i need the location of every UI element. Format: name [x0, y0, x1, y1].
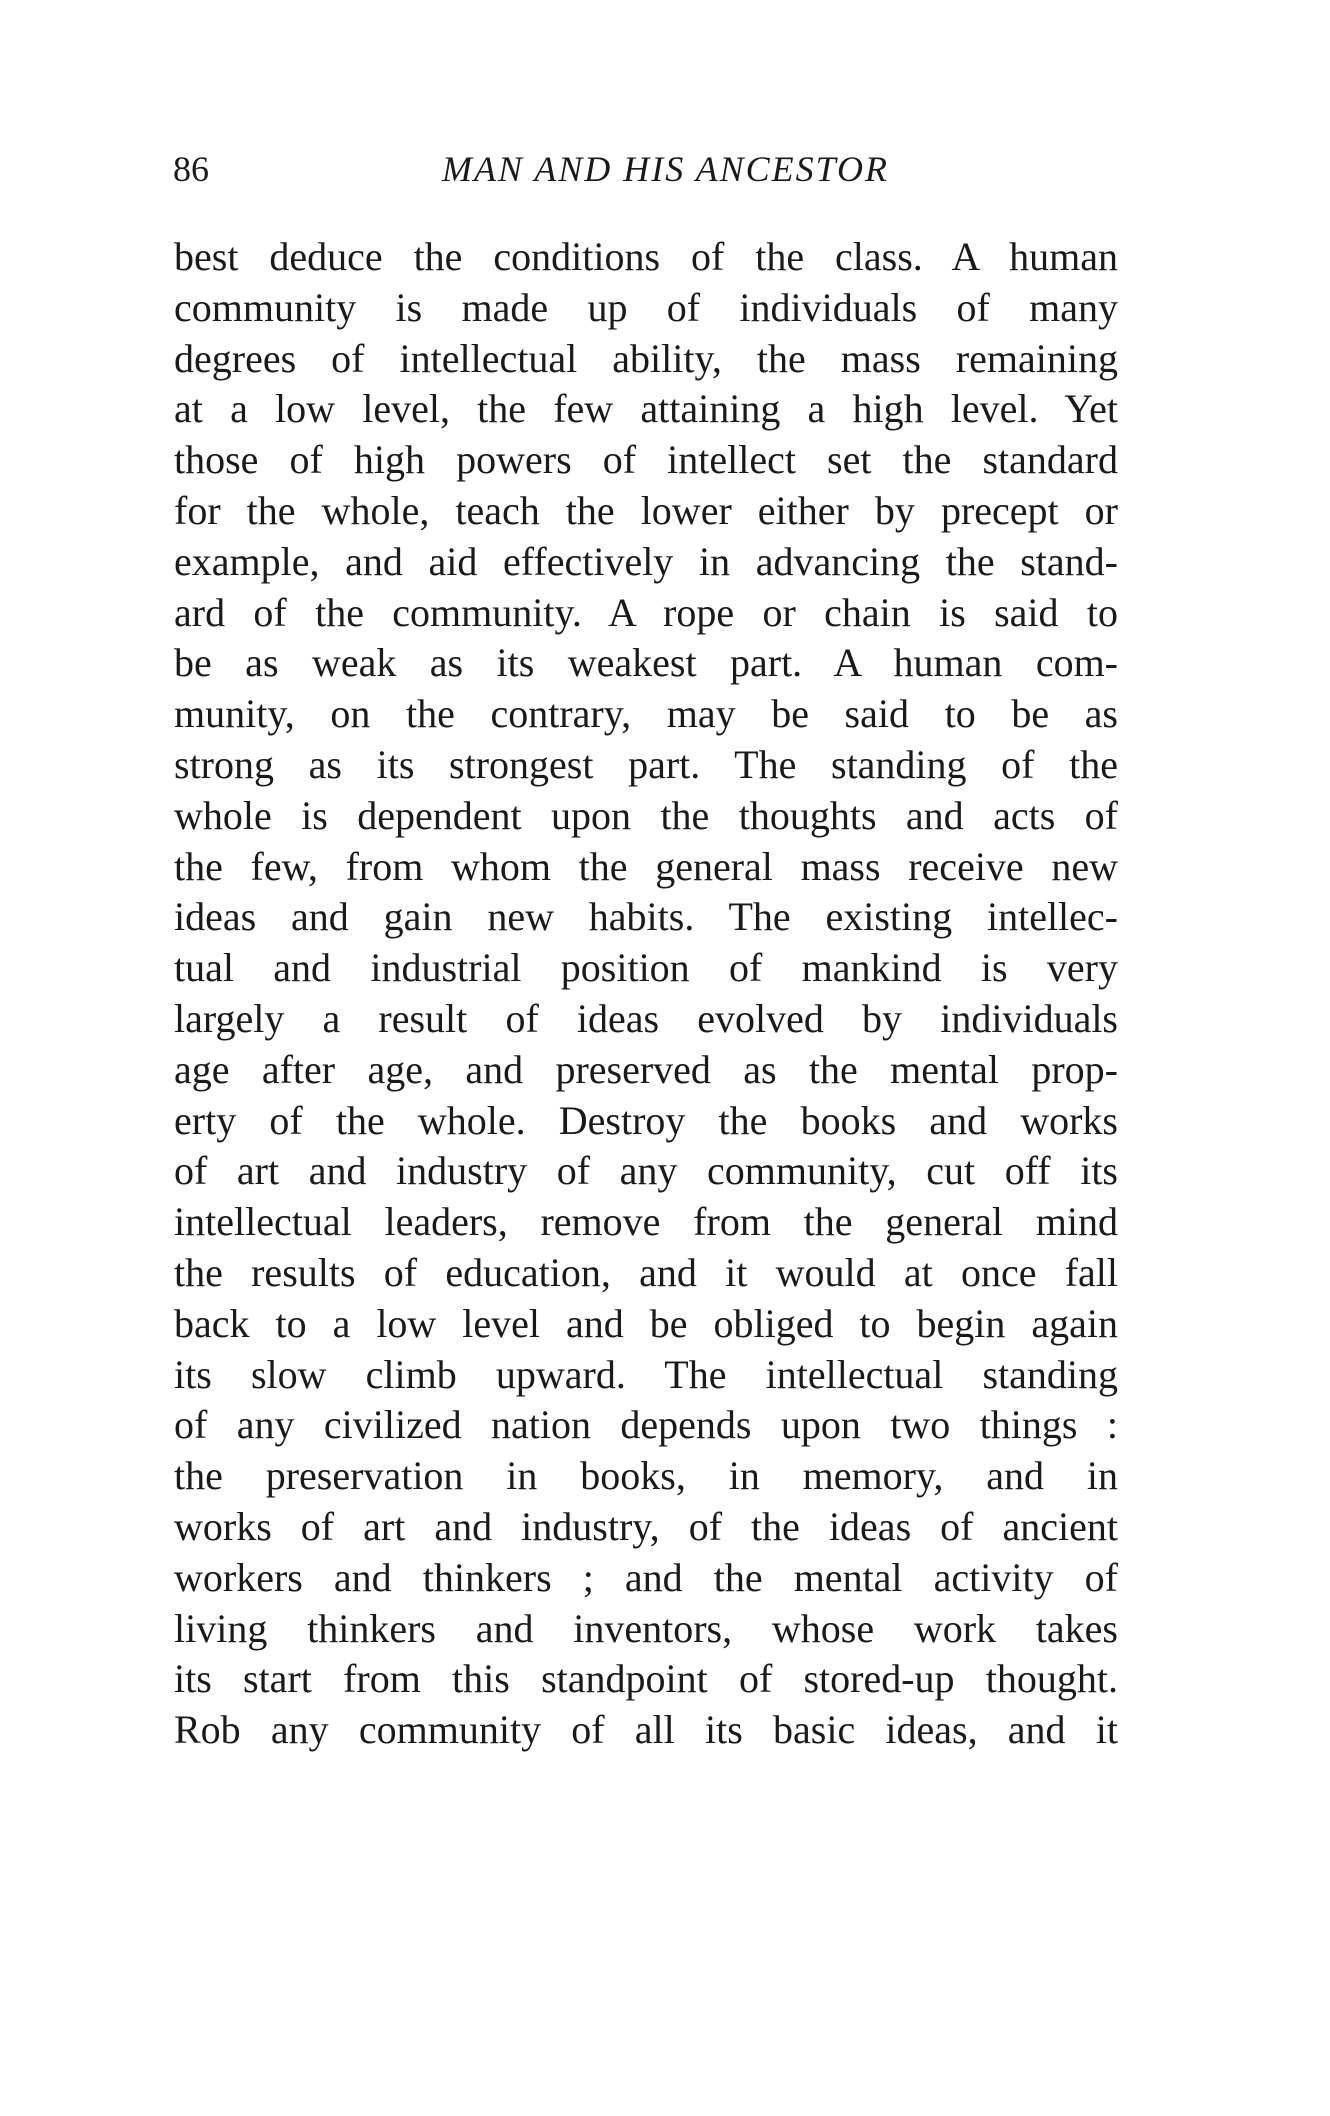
- text-line: ard of the community. A rope or chain is said to: [174, 589, 1118, 635]
- body-text: [174, 232, 1118, 1756]
- text-line: the few, from whom the general mass receive new: [174, 843, 1118, 889]
- text-line: living thinkers and inventors, whose work takes: [174, 1605, 1118, 1651]
- text-line: intellectual leaders, remove from the general mind: [174, 1199, 1118, 1245]
- text-line: largely a result of ideas evolved by individuals: [174, 995, 1118, 1041]
- page-number: 86: [173, 149, 209, 189]
- text-line: be as weak as its weakest part. A human com-: [174, 640, 1118, 686]
- text-line: of any civilized nation depends upon two things :: [174, 1402, 1118, 1448]
- text-line: its slow climb upward. The intellectual standing: [174, 1351, 1118, 1397]
- text-line: community is made up of individuals of many: [174, 284, 1118, 330]
- running-title: MAN AND HIS ANCESTOR: [441, 149, 890, 189]
- text-line: at a low level, the few attaining a high level. Yet: [174, 386, 1118, 432]
- text-line: back to a low level and be obliged to begin again: [174, 1300, 1118, 1346]
- text-line: the preservation in books, in memory, and in: [174, 1453, 1118, 1499]
- text-line: ideas and gain new habits. The existing intellec-: [174, 894, 1118, 940]
- page-header: [173, 148, 1118, 192]
- text-line: workers and thinkers ; and the mental activity of: [174, 1554, 1118, 1600]
- text-line: whole is dependent upon the thoughts and acts of: [174, 792, 1118, 838]
- text-line: works of art and industry, of the ideas of ancient: [174, 1503, 1118, 1549]
- text-line: erty of the whole. Destroy the books and works: [174, 1097, 1118, 1143]
- text-line: its start from this standpoint of stored-up thought.: [174, 1656, 1118, 1702]
- text-line: the results of education, and it would at once fall: [174, 1249, 1118, 1295]
- text-line: strong as its strongest part. The standing of the: [174, 741, 1118, 787]
- text-line: example, and aid effectively in advancing the stand-: [174, 538, 1118, 584]
- text-line: tual and industrial position of mankind is very: [174, 945, 1118, 991]
- text-line: Rob any community of all its basic ideas, and it: [174, 1707, 1118, 1753]
- text-line: best deduce the conditions of the class. A human: [174, 234, 1118, 279]
- text-line: for the whole, teach the lower either by precept or: [174, 487, 1118, 533]
- text-line: degrees of intellectual ability, the mass remaining: [174, 335, 1118, 381]
- text-line: those of high powers of intellect set the standard: [174, 437, 1118, 483]
- text-line: age after age, and preserved as the mental prop-: [174, 1046, 1118, 1092]
- text-line: of art and industry of any community, cut off its: [174, 1148, 1118, 1194]
- text-line: munity, on the contrary, may be said to be as: [174, 691, 1118, 737]
